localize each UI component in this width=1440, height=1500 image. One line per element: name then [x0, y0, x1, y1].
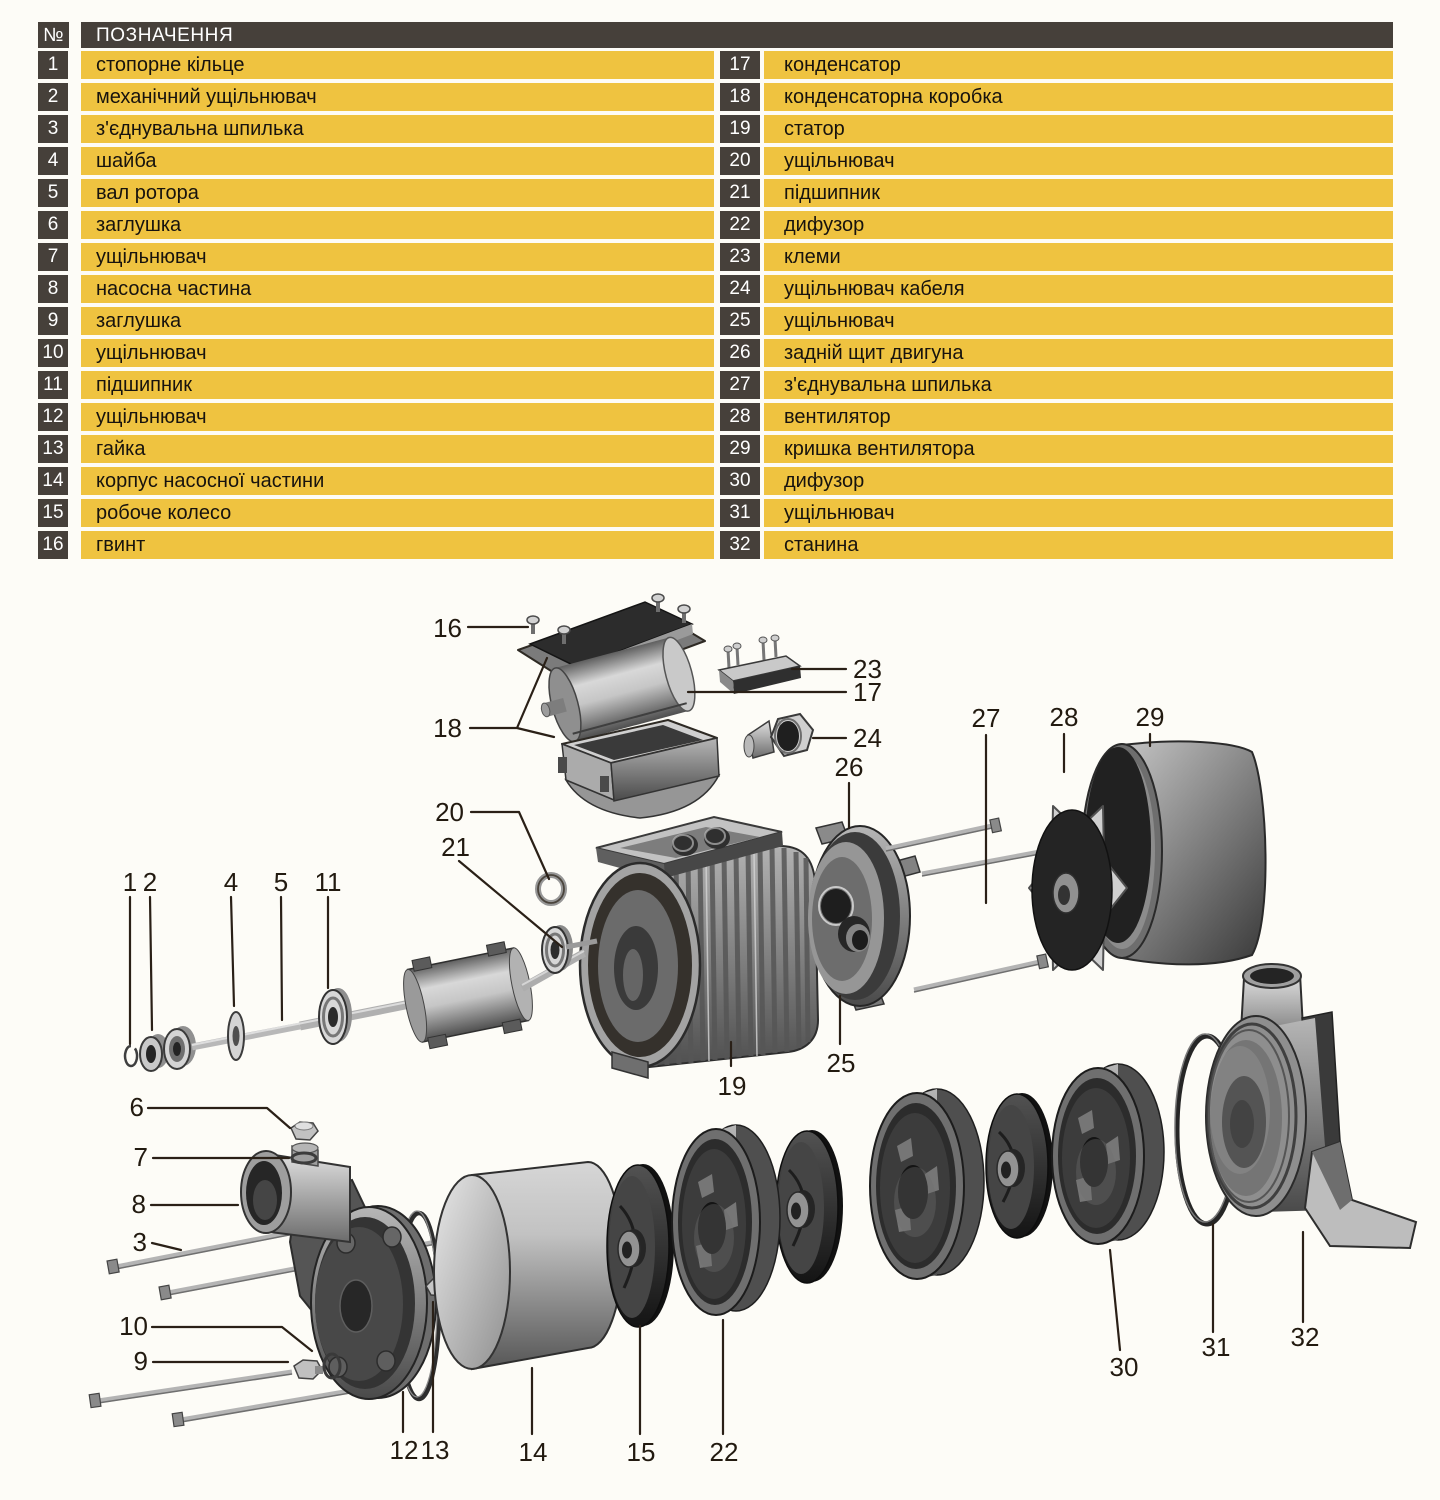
callout-label-30: 30 — [1109, 1352, 1139, 1382]
row-label: ущільнювач — [764, 147, 1393, 175]
part-seal-ring-20 — [538, 875, 564, 903]
row-number: 10 — [38, 339, 68, 367]
callout-label-20: 20 — [435, 797, 464, 827]
callout-label-16: 16 — [433, 613, 462, 643]
callout-label-28: 28 — [1049, 702, 1079, 732]
row-number: 12 — [38, 403, 68, 431]
callout-label-12: 12 — [389, 1435, 419, 1465]
row-number: 19 — [720, 115, 760, 143]
row-label: конденсатор — [764, 51, 1393, 79]
row-label: підшипник — [81, 371, 714, 399]
callout-25 — [827, 996, 856, 1078]
row-label: заглушка — [81, 307, 714, 335]
row-label: клеми — [764, 243, 1393, 271]
header-designation-cell: ПОЗНАЧЕННЯ — [81, 22, 1393, 48]
row-label: ущільнювач — [81, 403, 714, 431]
row-number: 21 — [720, 179, 760, 207]
row-number: 31 — [720, 499, 760, 527]
callout-label-8: 8 — [131, 1189, 146, 1219]
row-label: робоче колесо — [81, 499, 714, 527]
row-label: вентилятор — [764, 403, 1393, 431]
row-label: механічний ущільнювач — [81, 83, 714, 111]
row-number: 20 — [720, 147, 760, 175]
row-number: 9 — [38, 307, 68, 335]
part-impeller — [776, 1130, 843, 1283]
row-label: ущільнювач — [81, 243, 714, 271]
callout-29 — [1136, 702, 1165, 746]
callout-27 — [972, 703, 1001, 903]
callout-label-15: 15 — [626, 1437, 656, 1467]
callout-label-26: 26 — [834, 752, 864, 782]
callout-label-22: 22 — [709, 1437, 739, 1467]
callout-label-21: 21 — [441, 832, 470, 862]
row-number: 30 — [720, 467, 760, 495]
callout-label-29: 29 — [1135, 702, 1165, 732]
callout-3 — [133, 1227, 181, 1257]
callout-label-32: 32 — [1290, 1322, 1320, 1352]
row-label: насосна частина — [81, 275, 714, 303]
callout-label-10: 10 — [119, 1311, 148, 1341]
callout-24 — [813, 723, 882, 753]
callout-22 — [710, 1320, 739, 1467]
row-number: 5 — [38, 179, 68, 207]
row-number: 11 — [38, 371, 68, 399]
callout-32 — [1291, 1232, 1320, 1352]
row-number: 7 — [38, 243, 68, 271]
row-number: 3 — [38, 115, 68, 143]
callout-14 — [519, 1368, 548, 1467]
callout-label-18: 18 — [433, 713, 462, 743]
callout-label-17: 17 — [853, 677, 882, 707]
row-number: 14 — [38, 467, 68, 495]
row-label: корпус насосної частини — [81, 467, 714, 495]
part-diffuser-30 — [1052, 1064, 1164, 1244]
callout-label-23: 23 — [853, 654, 882, 684]
row-number: 26 — [720, 339, 760, 367]
callout-label-13: 13 — [420, 1435, 450, 1465]
row-label: ущільнювач — [764, 307, 1393, 335]
row-label: гвинт — [81, 531, 714, 559]
callout-label-9: 9 — [133, 1346, 148, 1376]
row-number: 16 — [38, 531, 68, 559]
part-cable-gland — [744, 714, 813, 758]
row-number: 32 — [720, 531, 760, 559]
row-number: 13 — [38, 435, 68, 463]
row-label: статор — [764, 115, 1393, 143]
row-label: гайка — [81, 435, 714, 463]
callout-label-4: 4 — [223, 867, 239, 897]
callout-label-5: 5 — [273, 867, 289, 897]
part-plug-6 — [291, 1122, 318, 1140]
row-label: задній щит двигуна — [764, 339, 1393, 367]
row-number: 25 — [720, 307, 760, 335]
callout-5 — [274, 867, 288, 1020]
row-number: 23 — [720, 243, 760, 271]
row-label: дифузор — [764, 467, 1393, 495]
part-terminal-block — [719, 635, 801, 694]
part-pump-casing — [434, 1162, 622, 1369]
row-number: 17 — [720, 51, 760, 79]
callout-label-6: 6 — [129, 1092, 144, 1122]
part-plug-9 — [294, 1360, 323, 1379]
callout-16 — [433, 613, 528, 643]
row-number: 4 — [38, 147, 68, 175]
row-number: 18 — [720, 83, 760, 111]
callout-6 — [130, 1092, 290, 1128]
callout-label-2: 2 — [142, 867, 158, 897]
callout-30 — [1110, 1250, 1139, 1382]
callout-10 — [119, 1311, 312, 1351]
row-label: ущільнювач кабеля — [764, 275, 1393, 303]
callout-label-19: 19 — [717, 1071, 747, 1101]
row-label: станина — [764, 531, 1393, 559]
callout-2 — [143, 867, 157, 1030]
part-impeller — [986, 1093, 1053, 1238]
part-rotor-shaft-assembly — [125, 925, 597, 1071]
row-number: 27 — [720, 371, 760, 399]
callout-9 — [134, 1346, 288, 1376]
callout-18 — [433, 658, 554, 743]
row-label: конденсаторна коробка — [764, 83, 1393, 111]
callout-label-11: 11 — [314, 867, 342, 897]
callout-label-25: 25 — [826, 1048, 856, 1078]
row-label: шайба — [81, 147, 714, 175]
callout-31 — [1202, 1224, 1231, 1362]
row-number: 22 — [720, 211, 760, 239]
row-number: 1 — [38, 51, 68, 79]
part-impeller-15 — [607, 1164, 674, 1327]
row-label: вал ротора — [81, 179, 714, 207]
part-stator — [580, 817, 818, 1078]
part-diffuser-22 — [672, 1125, 780, 1315]
row-number: 2 — [38, 83, 68, 111]
row-number: 29 — [720, 435, 760, 463]
header-no-cell: № — [38, 22, 69, 48]
row-number: 8 — [38, 275, 68, 303]
callout-11 — [315, 867, 342, 988]
callout-8 — [132, 1189, 238, 1219]
part-fan-cover — [1082, 741, 1266, 964]
part-rear-motor-shield — [808, 822, 920, 1010]
row-label: з'єднувальна шпилька — [764, 371, 1393, 399]
row-number: 6 — [38, 211, 68, 239]
callout-21 — [441, 832, 562, 947]
callout-label-31: 31 — [1201, 1332, 1231, 1362]
callout-4 — [224, 867, 238, 1006]
callout-label-27: 27 — [971, 703, 1001, 733]
part-pump-body — [1206, 964, 1416, 1248]
callout-26 — [835, 752, 864, 828]
callout-1 — [123, 867, 137, 1044]
row-label: ущільнювач — [764, 499, 1393, 527]
callout-28 — [1050, 702, 1079, 772]
callout-label-24: 24 — [853, 723, 882, 753]
callout-15 — [627, 1326, 656, 1467]
row-label: дифузор — [764, 211, 1393, 239]
part-diffuser — [870, 1089, 984, 1279]
row-label: ущільнювач — [81, 339, 714, 367]
row-label: стопорне кільце — [81, 51, 714, 79]
row-label: заглушка — [81, 211, 714, 239]
row-label: підшипник — [764, 179, 1393, 207]
callout-12 — [390, 1392, 419, 1465]
callout-label-3: 3 — [132, 1227, 147, 1257]
row-label: з'єднувальна шпилька — [81, 115, 714, 143]
row-number: 24 — [720, 275, 760, 303]
row-number: 15 — [38, 499, 68, 527]
callout-label-1: 1 — [122, 867, 138, 897]
callout-label-14: 14 — [518, 1437, 548, 1467]
row-label: кришка вентилятора — [764, 435, 1393, 463]
callout-label-7: 7 — [133, 1142, 148, 1172]
row-number: 28 — [720, 403, 760, 431]
